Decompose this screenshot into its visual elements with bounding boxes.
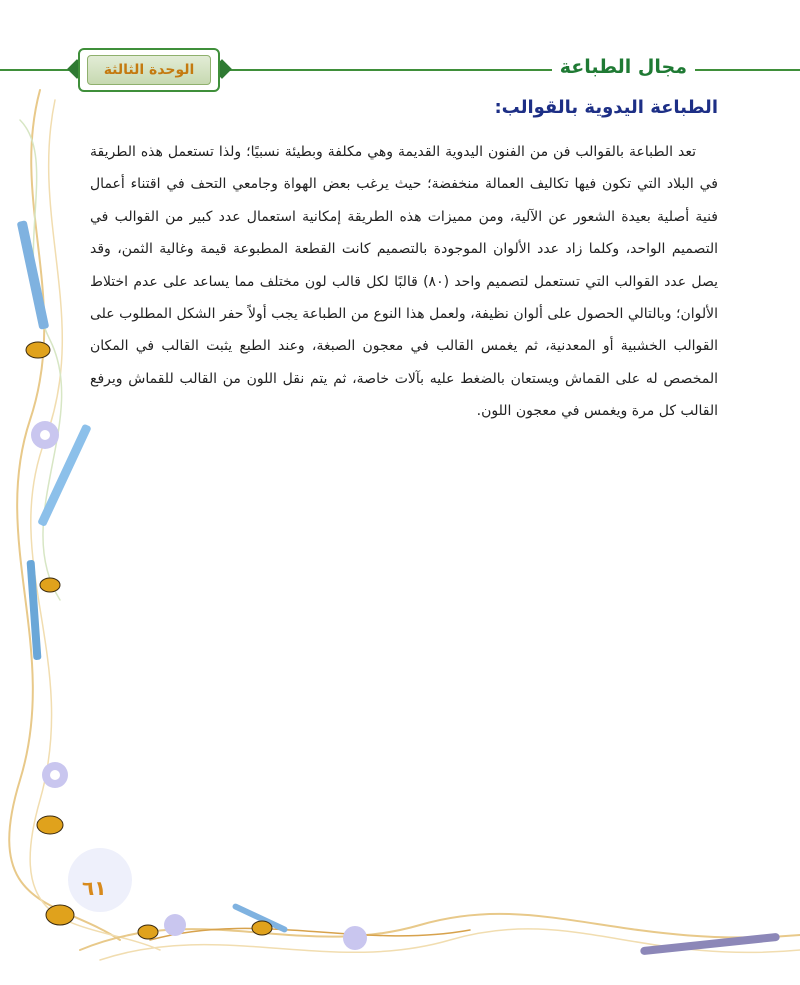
unit-badge-label: الوحدة الثالثة	[87, 55, 211, 85]
section-title: مجال الطباعة	[552, 56, 695, 78]
flower-icon	[31, 421, 367, 950]
subtitle: الطباعة اليدوية بالقوالب:	[494, 97, 718, 118]
brush-icon	[232, 903, 780, 956]
page-number: ٦١	[82, 876, 107, 900]
butterfly-icon	[26, 342, 272, 939]
unit-badge	[78, 48, 220, 92]
body-text	[90, 136, 718, 428]
body-paragraph: تعد الطباعة بالقوالب فن من الفنون اليدوية القديمة وهي مكلفة وبطيئة نسبيًا؛ ولذا تستعمل هذه الطريقة في البلاد التي تكون فيها تكاليف العمالة منخفضة؛ حيث يرغب بعض الهواة وجامعي التحف في اقتناء أعمال فنية أصلية بعيدة الشعور عن الآلية، ومن مميزات هذه الطريقة إمكانية استعمال عدد كبير من القوالب في التصميم الواحد، وكلما زاد عدد الألوان الموجودة بالتصميم كانت القطعة المطبوعة قيمة وغالية الثمن، وقد يصل عدد القوالب التي تستعمل لتصميم واحد (٨٠) قالبًا لكل قالب لون مختلف مما يساعد على عدم اختلاط الألوان؛ وبالتالي الحصول على ألوان نظيفة، ولعمل هذا النوع من الطباعة يجب أولاً حفر الشكل المطلوب على القوالب الخشبية أو المعدنية، ثم يغمس القالب في معجون الصبغة، وعند الطبع يثبت القالب في المكان المخصص له على القماش ويستعان بالضغط عليه بآلات خاصة، ثم يتم نقل اللون من القالب للقماش ويرفع القالب كل مرة ويغمس في معجون اللون.	[90, 144, 719, 420]
